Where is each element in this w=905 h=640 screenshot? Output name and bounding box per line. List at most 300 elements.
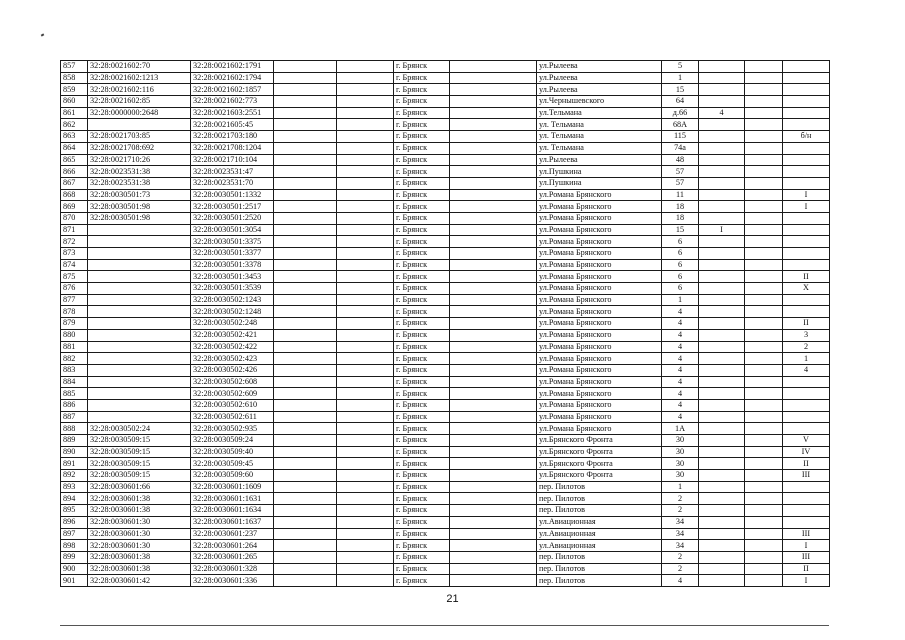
city-cell: г. Брянск bbox=[394, 236, 450, 248]
street-cell: ул.Брянского Фронта bbox=[537, 446, 662, 458]
house-number-cell: 1 bbox=[662, 294, 699, 306]
premises-cell bbox=[783, 259, 830, 271]
street-cell: ул.Чернышевского bbox=[537, 96, 662, 108]
house-number-cell: 18 bbox=[662, 201, 699, 213]
street-cell: ул. Тельмана bbox=[537, 119, 662, 131]
premises-cell bbox=[783, 212, 830, 224]
empty-cell bbox=[745, 435, 783, 447]
city-cell: г. Брянск bbox=[394, 341, 450, 353]
empty-cell bbox=[274, 446, 337, 458]
land-cadastral-cell: 32:28:0030509:15 bbox=[88, 435, 191, 447]
building-cell bbox=[699, 458, 745, 470]
table-row bbox=[61, 364, 830, 376]
table-row bbox=[61, 493, 830, 505]
table-row bbox=[61, 353, 830, 365]
empty-cell bbox=[337, 353, 394, 365]
street-cell: ул.Романа Брянского bbox=[537, 248, 662, 260]
building-cell bbox=[699, 353, 745, 365]
empty-cell bbox=[274, 318, 337, 330]
premises-cell: X bbox=[783, 283, 830, 295]
object-cadastral-cell: 32:28:0021605:45 bbox=[191, 119, 274, 131]
land-cadastral-cell bbox=[88, 236, 191, 248]
empty-cell bbox=[337, 189, 394, 201]
empty-cell bbox=[337, 376, 394, 388]
land-cadastral-cell: 32:28:0030601:38 bbox=[88, 505, 191, 517]
row-number-cell: 874 bbox=[61, 259, 88, 271]
row-number-cell: 862 bbox=[61, 119, 88, 131]
city-cell: г. Брянск bbox=[394, 481, 450, 493]
empty-cell bbox=[337, 318, 394, 330]
building-cell bbox=[699, 61, 745, 73]
empty-cell bbox=[337, 271, 394, 283]
street-cell: ул.Брянского Фронта bbox=[537, 470, 662, 482]
object-cadastral-cell: 32:28:0030502:1248 bbox=[191, 306, 274, 318]
land-cadastral-cell bbox=[88, 248, 191, 260]
land-cadastral-cell: 32:28:0030501:73 bbox=[88, 189, 191, 201]
premises-cell: 1 bbox=[783, 353, 830, 365]
premises-cell bbox=[783, 493, 830, 505]
land-cadastral-cell: 32:28:0030501:98 bbox=[88, 212, 191, 224]
empty-cell bbox=[450, 376, 537, 388]
empty-cell bbox=[745, 423, 783, 435]
empty-cell bbox=[450, 551, 537, 563]
premises-cell: б/н bbox=[783, 131, 830, 143]
land-cadastral-cell bbox=[88, 399, 191, 411]
house-number-cell: 1А bbox=[662, 423, 699, 435]
premises-cell: I bbox=[783, 189, 830, 201]
empty-cell bbox=[745, 259, 783, 271]
object-cadastral-cell: 32:28:0021710:104 bbox=[191, 154, 274, 166]
street-cell: ул.Романа Брянского bbox=[537, 423, 662, 435]
table-row bbox=[61, 446, 830, 458]
empty-cell bbox=[274, 364, 337, 376]
empty-cell bbox=[450, 505, 537, 517]
empty-cell bbox=[337, 72, 394, 84]
table-row bbox=[61, 283, 830, 295]
object-cadastral-cell: 32:28:0030502:248 bbox=[191, 318, 274, 330]
premises-cell: I bbox=[783, 575, 830, 587]
land-cadastral-cell: 32:28:0021602:70 bbox=[88, 61, 191, 73]
table-row bbox=[61, 294, 830, 306]
building-cell bbox=[699, 446, 745, 458]
land-cadastral-cell bbox=[88, 388, 191, 400]
premises-cell bbox=[783, 142, 830, 154]
building-cell bbox=[699, 505, 745, 517]
premises-cell bbox=[783, 107, 830, 119]
street-cell: пер. Пилотов bbox=[537, 563, 662, 575]
empty-cell bbox=[274, 493, 337, 505]
table-row bbox=[61, 271, 830, 283]
row-number-cell: 882 bbox=[61, 353, 88, 365]
object-cadastral-cell: 32:28:0021708:1204 bbox=[191, 142, 274, 154]
bottom-rule bbox=[60, 625, 829, 626]
object-cadastral-cell: 32:28:0030509:60 bbox=[191, 470, 274, 482]
table-row bbox=[61, 166, 830, 178]
object-cadastral-cell: 32:28:0030502:609 bbox=[191, 388, 274, 400]
row-number-cell: 863 bbox=[61, 131, 88, 143]
premises-cell: I bbox=[783, 540, 830, 552]
empty-cell bbox=[274, 177, 337, 189]
land-cadastral-cell: 32:28:0030601:66 bbox=[88, 481, 191, 493]
premises-cell bbox=[783, 388, 830, 400]
table-row bbox=[61, 505, 830, 517]
empty-cell bbox=[337, 528, 394, 540]
building-cell bbox=[699, 212, 745, 224]
premises-cell: II bbox=[783, 563, 830, 575]
street-cell: ул.Романа Брянского bbox=[537, 189, 662, 201]
object-cadastral-cell: 32:28:0030601:1609 bbox=[191, 481, 274, 493]
empty-cell bbox=[745, 248, 783, 260]
street-cell: пер. Пилотов bbox=[537, 493, 662, 505]
table-row bbox=[61, 224, 830, 236]
empty-cell bbox=[745, 575, 783, 587]
city-cell: г. Брянск bbox=[394, 271, 450, 283]
house-number-cell: 57 bbox=[662, 166, 699, 178]
house-number-cell: 2 bbox=[662, 505, 699, 517]
city-cell: г. Брянск bbox=[394, 154, 450, 166]
table-row bbox=[61, 107, 830, 119]
city-cell: г. Брянск bbox=[394, 353, 450, 365]
empty-cell bbox=[337, 131, 394, 143]
row-number-cell: 869 bbox=[61, 201, 88, 213]
city-cell: г. Брянск bbox=[394, 131, 450, 143]
street-cell: ул.Романа Брянского bbox=[537, 376, 662, 388]
object-cadastral-cell: 32:28:0030601:1631 bbox=[191, 493, 274, 505]
empty-cell bbox=[274, 131, 337, 143]
building-cell bbox=[699, 493, 745, 505]
land-cadastral-cell: 32:28:0030601:38 bbox=[88, 551, 191, 563]
empty-cell bbox=[337, 154, 394, 166]
street-cell: ул.Рылеева bbox=[537, 72, 662, 84]
empty-cell bbox=[337, 505, 394, 517]
table-row bbox=[61, 318, 830, 330]
row-number-cell: 896 bbox=[61, 516, 88, 528]
row-number-cell: 884 bbox=[61, 376, 88, 388]
land-cadastral-cell: 32:28:0021602:1213 bbox=[88, 72, 191, 84]
empty-cell bbox=[745, 189, 783, 201]
empty-cell bbox=[450, 189, 537, 201]
house-number-cell: 2 bbox=[662, 551, 699, 563]
empty-cell bbox=[745, 131, 783, 143]
table-row bbox=[61, 376, 830, 388]
empty-cell bbox=[450, 72, 537, 84]
row-number-cell: 883 bbox=[61, 364, 88, 376]
object-cadastral-cell: 32:28:0030601:1634 bbox=[191, 505, 274, 517]
street-cell: ул.Романа Брянского bbox=[537, 294, 662, 306]
premises-cell bbox=[783, 166, 830, 178]
city-cell: г. Брянск bbox=[394, 388, 450, 400]
empty-cell bbox=[745, 551, 783, 563]
premises-cell: III bbox=[783, 528, 830, 540]
empty-cell bbox=[337, 411, 394, 423]
empty-cell bbox=[274, 72, 337, 84]
building-cell bbox=[699, 131, 745, 143]
empty-cell bbox=[274, 399, 337, 411]
empty-cell bbox=[274, 388, 337, 400]
row-number-cell: 898 bbox=[61, 540, 88, 552]
city-cell: г. Брянск bbox=[394, 399, 450, 411]
row-number-cell: 859 bbox=[61, 84, 88, 96]
street-cell: ул.Рылеева bbox=[537, 154, 662, 166]
empty-cell bbox=[274, 166, 337, 178]
empty-cell bbox=[745, 142, 783, 154]
object-cadastral-cell: 32:28:0023531:70 bbox=[191, 177, 274, 189]
empty-cell bbox=[274, 107, 337, 119]
empty-cell bbox=[450, 493, 537, 505]
empty-cell bbox=[450, 283, 537, 295]
house-number-cell: 4 bbox=[662, 399, 699, 411]
street-cell: ул.Романа Брянского bbox=[537, 353, 662, 365]
street-cell: пер. Пилотов bbox=[537, 575, 662, 587]
table-row bbox=[61, 399, 830, 411]
table-row bbox=[61, 201, 830, 213]
house-number-cell: д.66 bbox=[662, 107, 699, 119]
empty-cell bbox=[745, 84, 783, 96]
object-cadastral-cell: 32:28:0030501:3378 bbox=[191, 259, 274, 271]
empty-cell bbox=[745, 107, 783, 119]
building-cell bbox=[699, 516, 745, 528]
street-cell: ул.Романа Брянского bbox=[537, 399, 662, 411]
empty-cell bbox=[337, 294, 394, 306]
street-cell: ул.Пушкина bbox=[537, 166, 662, 178]
empty-cell bbox=[745, 212, 783, 224]
row-number-cell: 893 bbox=[61, 481, 88, 493]
empty-cell bbox=[274, 575, 337, 587]
empty-cell bbox=[274, 458, 337, 470]
empty-cell bbox=[337, 540, 394, 552]
empty-cell bbox=[450, 341, 537, 353]
row-number-cell: 890 bbox=[61, 446, 88, 458]
object-cadastral-cell: 32:28:0030601:1637 bbox=[191, 516, 274, 528]
premises-cell: II bbox=[783, 318, 830, 330]
empty-cell bbox=[274, 353, 337, 365]
street-cell: ул.Брянского Фронта bbox=[537, 435, 662, 447]
building-cell bbox=[699, 154, 745, 166]
street-cell: ул.Романа Брянского bbox=[537, 306, 662, 318]
table-row bbox=[61, 329, 830, 341]
empty-cell bbox=[274, 563, 337, 575]
row-number-cell: 891 bbox=[61, 458, 88, 470]
empty-cell bbox=[337, 388, 394, 400]
row-number-cell: 866 bbox=[61, 166, 88, 178]
city-cell: г. Брянск bbox=[394, 107, 450, 119]
row-number-cell: 885 bbox=[61, 388, 88, 400]
object-cadastral-cell: 32:28:0030502:422 bbox=[191, 341, 274, 353]
empty-cell bbox=[337, 166, 394, 178]
empty-cell bbox=[745, 283, 783, 295]
building-cell bbox=[699, 271, 745, 283]
premises-cell bbox=[783, 376, 830, 388]
empty-cell bbox=[450, 388, 537, 400]
premises-cell bbox=[783, 248, 830, 260]
empty-cell bbox=[274, 271, 337, 283]
empty-cell bbox=[450, 399, 537, 411]
land-cadastral-cell: 32:28:0030509:15 bbox=[88, 446, 191, 458]
premises-cell: V bbox=[783, 435, 830, 447]
row-number-cell: 873 bbox=[61, 248, 88, 260]
row-number-cell: 858 bbox=[61, 72, 88, 84]
row-number-cell: 877 bbox=[61, 294, 88, 306]
empty-cell bbox=[745, 201, 783, 213]
empty-cell bbox=[274, 259, 337, 271]
row-number-cell: 887 bbox=[61, 411, 88, 423]
empty-cell bbox=[450, 481, 537, 493]
empty-cell bbox=[745, 119, 783, 131]
premises-cell bbox=[783, 96, 830, 108]
land-cadastral-cell bbox=[88, 306, 191, 318]
house-number-cell: 34 bbox=[662, 516, 699, 528]
empty-cell bbox=[337, 177, 394, 189]
object-cadastral-cell: 32:28:0021602:1791 bbox=[191, 61, 274, 73]
row-number-cell: 867 bbox=[61, 177, 88, 189]
house-number-cell: 2 bbox=[662, 493, 699, 505]
row-number-cell: 876 bbox=[61, 283, 88, 295]
object-cadastral-cell: 32:28:0021602:1857 bbox=[191, 84, 274, 96]
object-cadastral-cell: 32:28:0030501:3539 bbox=[191, 283, 274, 295]
street-cell: ул.Романа Брянского bbox=[537, 364, 662, 376]
empty-cell bbox=[337, 224, 394, 236]
empty-cell bbox=[274, 96, 337, 108]
empty-cell bbox=[450, 236, 537, 248]
row-number-cell: 870 bbox=[61, 212, 88, 224]
building-cell bbox=[699, 563, 745, 575]
city-cell: г. Брянск bbox=[394, 551, 450, 563]
table-row bbox=[61, 551, 830, 563]
empty-cell bbox=[450, 142, 537, 154]
street-cell: ул.Брянского Фронта bbox=[537, 458, 662, 470]
empty-cell bbox=[450, 84, 537, 96]
empty-cell bbox=[450, 435, 537, 447]
premises-cell bbox=[783, 224, 830, 236]
object-cadastral-cell: 32:28:0030509:45 bbox=[191, 458, 274, 470]
building-cell bbox=[699, 306, 745, 318]
house-number-cell: 15 bbox=[662, 84, 699, 96]
empty-cell bbox=[450, 271, 537, 283]
empty-cell bbox=[450, 528, 537, 540]
empty-cell bbox=[745, 388, 783, 400]
empty-cell bbox=[745, 399, 783, 411]
table-row bbox=[61, 306, 830, 318]
object-cadastral-cell: 32:28:0030509:40 bbox=[191, 446, 274, 458]
empty-cell bbox=[450, 470, 537, 482]
row-number-cell: 900 bbox=[61, 563, 88, 575]
premises-cell: 3 bbox=[783, 329, 830, 341]
building-cell bbox=[699, 551, 745, 563]
empty-cell bbox=[745, 481, 783, 493]
premises-cell bbox=[783, 399, 830, 411]
land-cadastral-cell bbox=[88, 329, 191, 341]
street-cell: ул. Тельмана bbox=[537, 142, 662, 154]
house-number-cell: 30 bbox=[662, 446, 699, 458]
empty-cell bbox=[274, 84, 337, 96]
house-number-cell: 4 bbox=[662, 376, 699, 388]
land-cadastral-cell: 32:28:0023531:38 bbox=[88, 177, 191, 189]
table-row bbox=[61, 435, 830, 447]
empty-cell bbox=[745, 470, 783, 482]
street-cell: ул.Рылеева bbox=[537, 61, 662, 73]
empty-cell bbox=[337, 364, 394, 376]
city-cell: г. Брянск bbox=[394, 212, 450, 224]
object-cadastral-cell: 32:28:0030601:265 bbox=[191, 551, 274, 563]
premises-cell bbox=[783, 411, 830, 423]
premises-cell bbox=[783, 84, 830, 96]
building-cell bbox=[699, 177, 745, 189]
empty-cell bbox=[450, 364, 537, 376]
empty-cell bbox=[337, 107, 394, 119]
land-cadastral-cell: 32:28:0000000:2648 bbox=[88, 107, 191, 119]
premises-cell: I bbox=[783, 201, 830, 213]
object-cadastral-cell: 32:28:0030502:935 bbox=[191, 423, 274, 435]
object-cadastral-cell: 32:28:0030502:608 bbox=[191, 376, 274, 388]
city-cell: г. Брянск bbox=[394, 364, 450, 376]
table-row bbox=[61, 189, 830, 201]
premises-cell bbox=[783, 61, 830, 73]
house-number-cell: 68А bbox=[662, 119, 699, 131]
street-cell: ул.Романа Брянского bbox=[537, 201, 662, 213]
empty-cell bbox=[337, 236, 394, 248]
row-number-cell: 901 bbox=[61, 575, 88, 587]
empty-cell bbox=[337, 493, 394, 505]
land-cadastral-cell bbox=[88, 411, 191, 423]
city-cell: г. Брянск bbox=[394, 470, 450, 482]
city-cell: г. Брянск bbox=[394, 224, 450, 236]
empty-cell bbox=[450, 294, 537, 306]
street-cell: ул.Авиационная bbox=[537, 528, 662, 540]
house-number-cell: 4 bbox=[662, 353, 699, 365]
empty-cell bbox=[745, 563, 783, 575]
empty-cell bbox=[274, 201, 337, 213]
table-row bbox=[61, 119, 830, 131]
land-cadastral-cell: 32:28:0021602:85 bbox=[88, 96, 191, 108]
empty-cell bbox=[274, 435, 337, 447]
house-number-cell: 18 bbox=[662, 212, 699, 224]
land-cadastral-cell: 32:28:0021710:26 bbox=[88, 154, 191, 166]
empty-cell bbox=[450, 166, 537, 178]
row-number-cell: 886 bbox=[61, 399, 88, 411]
object-cadastral-cell: 32:28:0030502:1243 bbox=[191, 294, 274, 306]
city-cell: г. Брянск bbox=[394, 376, 450, 388]
land-cadastral-cell bbox=[88, 318, 191, 330]
city-cell: г. Брянск bbox=[394, 283, 450, 295]
empty-cell bbox=[337, 306, 394, 318]
empty-cell bbox=[450, 201, 537, 213]
table-row bbox=[61, 341, 830, 353]
city-cell: г. Брянск bbox=[394, 248, 450, 260]
city-cell: г. Брянск bbox=[394, 201, 450, 213]
empty-cell bbox=[745, 446, 783, 458]
city-cell: г. Брянск bbox=[394, 505, 450, 517]
empty-cell bbox=[337, 399, 394, 411]
premises-cell bbox=[783, 236, 830, 248]
street-cell: ул.Романа Брянского bbox=[537, 388, 662, 400]
building-cell bbox=[699, 119, 745, 131]
street-cell: ул.Романа Брянского bbox=[537, 271, 662, 283]
empty-cell bbox=[337, 212, 394, 224]
empty-cell bbox=[450, 563, 537, 575]
premises-cell: II bbox=[783, 271, 830, 283]
city-cell: г. Брянск bbox=[394, 563, 450, 575]
table-row bbox=[61, 481, 830, 493]
building-cell bbox=[699, 575, 745, 587]
street-cell: ул.Романа Брянского bbox=[537, 411, 662, 423]
table-row bbox=[61, 563, 830, 575]
empty-cell bbox=[745, 154, 783, 166]
city-cell: г. Брянск bbox=[394, 119, 450, 131]
empty-cell bbox=[274, 294, 337, 306]
row-number-cell: 865 bbox=[61, 154, 88, 166]
house-number-cell: 11 bbox=[662, 189, 699, 201]
empty-cell bbox=[274, 505, 337, 517]
